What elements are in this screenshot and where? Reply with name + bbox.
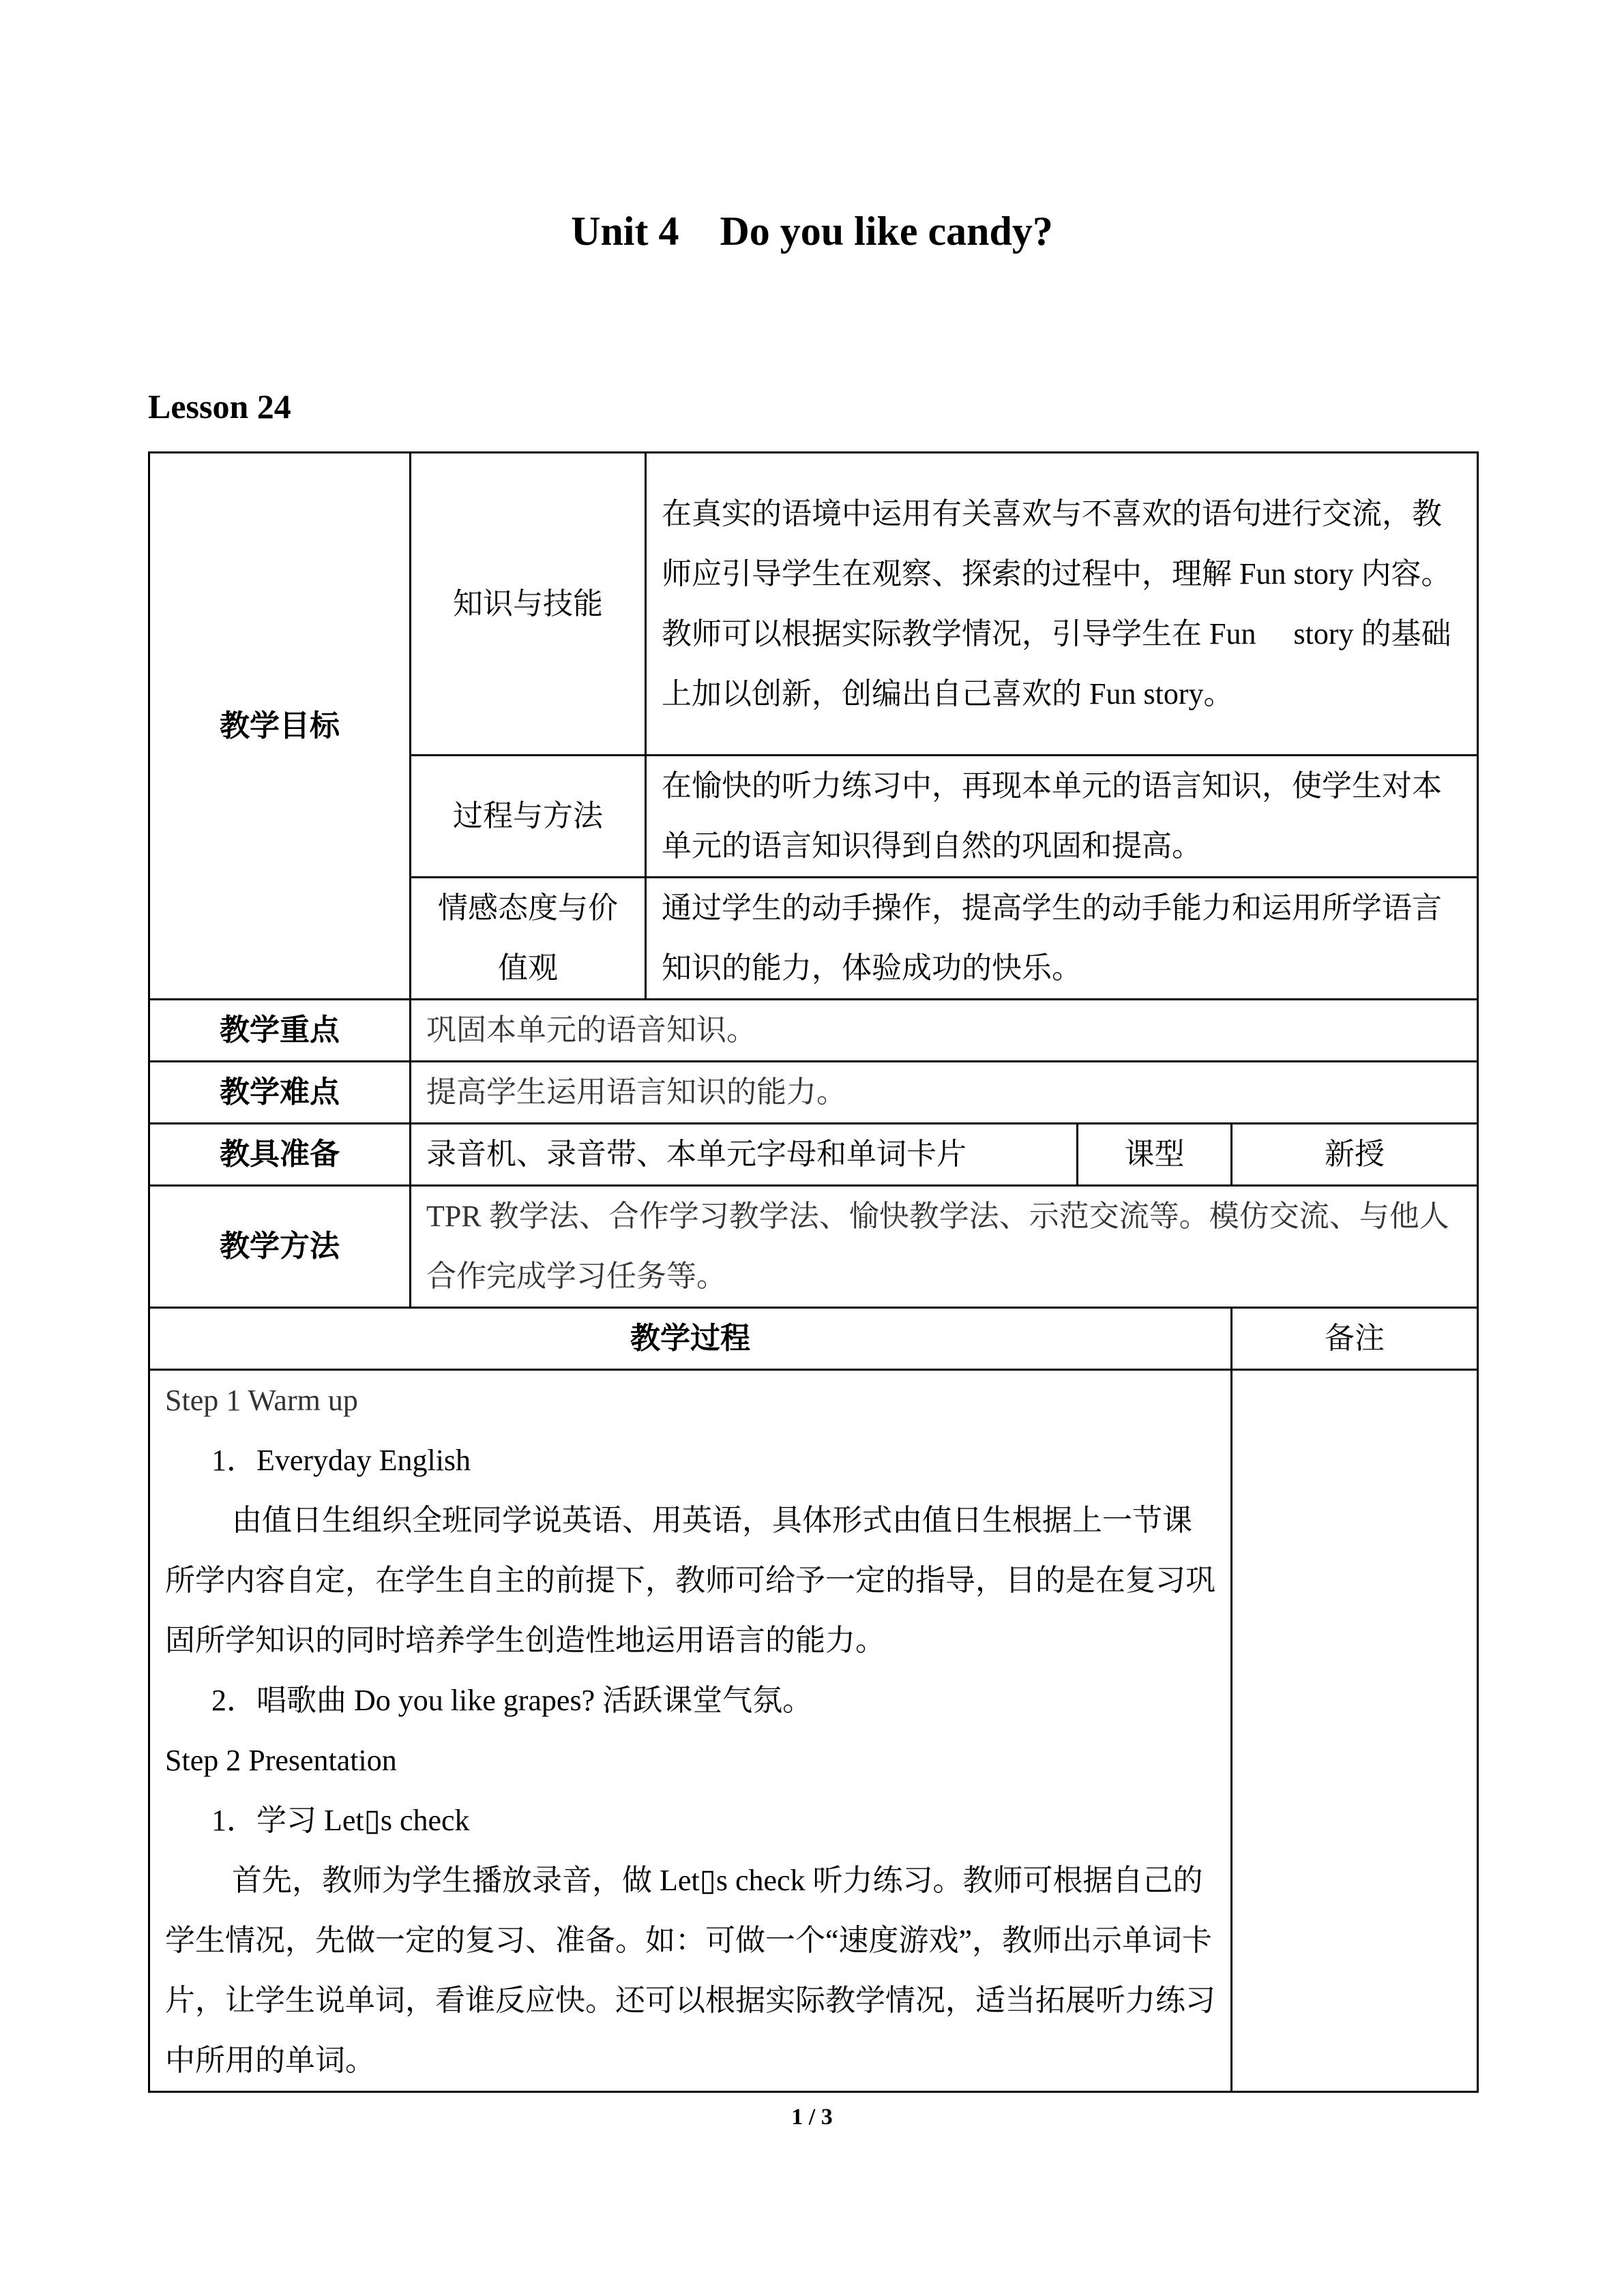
step-paragraph: 首先，教师为学生播放录音，做 Let▯s check 听力练习。教师可根据自己的学生情况，先做一定的复习、准备。如：可做一个“速度游戏”，教师出示单词卡片，让学生说单词，看谁反应快。还可以根据实际教学情况，适当拓展听力练习中所用的单词。 — [165, 1864, 1215, 2077]
objective-category: 过程与方法 — [411, 756, 646, 878]
page-title: Unit 4 Do you like candy? — [571, 209, 1053, 254]
objectives-label: 教学目标 — [149, 453, 411, 1000]
notes-cell — [1232, 1370, 1478, 2092]
difficulties-label: 教学难点 — [149, 1062, 411, 1124]
step-item: 2．唱歌曲 Do you like grapes? 活跃课堂气氛。 — [211, 1684, 813, 1717]
process-header: 教学过程 — [149, 1308, 1232, 1370]
materials-content: 录音机、录音带、本单元字母和单词卡片 — [411, 1124, 1078, 1186]
page-number: 1 / 3 — [791, 2104, 833, 2130]
methods-label: 教学方法 — [149, 1186, 411, 1308]
step-item: 1．学习 Let▯s check — [211, 1804, 470, 1837]
process-body-row — [149, 1370, 1478, 2092]
methods-content: TPR 教学法、合作学习教学法、愉快教学法、示范交流等。模仿交流、与他人合作完成学习任务等。 — [411, 1186, 1478, 1308]
step-paragraph: 由值日生组织全班同学说英语、用英语，具体形式由值日生根据上一节课所学内容自定，在学生自主的前提下，教师可给予一定的指导，目的是在复习巩固所学知识的同时培养学生创造性地运用语言的能力。 — [165, 1504, 1215, 1657]
step-title: Step 1 Warm up — [165, 1384, 358, 1417]
process-content — [149, 1370, 1232, 2092]
notes-header: 备注 — [1232, 1308, 1478, 1370]
objective-content: 在真实的语境中运用有关喜欢与不喜欢的语句进行交流，教师应引导学生在观察、探索的过程中，理解 Fun story 内容。教师可以根据实际教学情况，引导学生在 Fun story 的基础上加以创新，创编出自己喜欢的 Fun story。 — [646, 453, 1478, 756]
key-points-label: 教学重点 — [149, 1000, 411, 1062]
lesson-type-value: 新授 — [1232, 1124, 1478, 1186]
difficulties-content: 提高学生运用语言知识的能力。 — [411, 1062, 1478, 1124]
process-header-row — [149, 1308, 1478, 1370]
key-points-content: 巩固本单元的语音知识。 — [411, 1000, 1478, 1062]
step-item: 1．Everyday English — [211, 1444, 471, 1477]
objective-content: 通过学生的动手操作，提高学生的动手能力和运用所学语言知识的能力，体验成功的快乐。 — [646, 878, 1478, 1000]
objective-category: 情感态度与价值观 — [411, 878, 646, 1000]
lesson-heading: Lesson 24 — [148, 387, 291, 426]
difficulties-row — [149, 1062, 1478, 1124]
step-title: Step 2 Presentation — [165, 1744, 397, 1777]
objective-row — [149, 453, 1478, 756]
objective-category: 知识与技能 — [411, 453, 646, 756]
lesson-type-label: 课型 — [1078, 1124, 1232, 1186]
key-points-row — [149, 1000, 1478, 1062]
materials-row — [149, 1124, 1478, 1186]
methods-row — [149, 1186, 1478, 1308]
materials-label: 教具准备 — [149, 1124, 411, 1186]
lesson-plan-table — [148, 451, 1479, 2093]
objective-content: 在愉快的听力练习中，再现本单元的语言知识，使学生对本单元的语言知识得到自然的巩固和提高。 — [646, 756, 1478, 878]
